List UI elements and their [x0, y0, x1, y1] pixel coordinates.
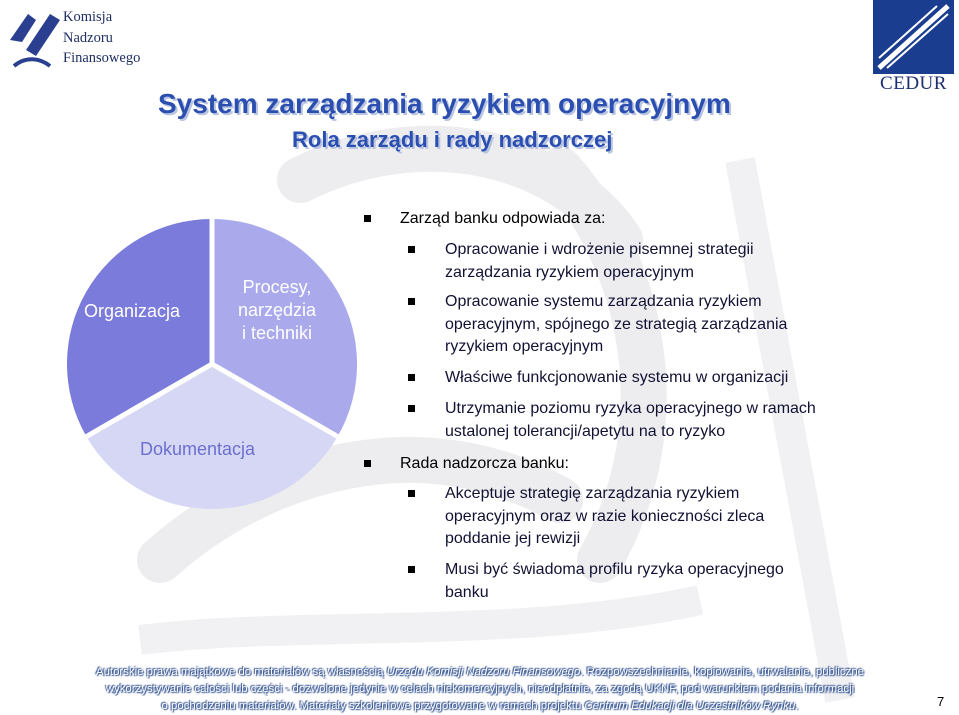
cedur-logo-text: CEDUR	[880, 73, 947, 94]
footer-line-3-b: Centrum Edukacji dla Uczestników Rynku	[584, 700, 796, 712]
footer-line-1-b: Urzędu Komisji Nadzoru Finansowego	[386, 666, 581, 678]
knf-line-2: Nadzoru	[63, 29, 113, 46]
supervisory-item-1-line-2: operacyjnym oraz w razie konieczności zleca	[445, 507, 765, 525]
board-item-1	[445, 239, 754, 284]
pie-label-procesy-line-3: i techniki	[241, 323, 313, 343]
sub-bullet-icon	[408, 566, 415, 573]
board-item-2-line-3: ryzykiem operacyjnym	[445, 338, 604, 355]
board-item-1-line-2: zarządzania ryzykiem operacyjnym	[445, 263, 694, 281]
board-item-4-line-2: ustalonej tolerancji/apetytu na to ryzyko	[445, 422, 726, 440]
footer-line-3-c: .	[795, 700, 799, 712]
board-heading: Zarząd banku odpowiada za:	[400, 210, 606, 227]
page-subtitle: Rola zarządu i rady nadzorczej	[292, 127, 613, 152]
footer-line-2: wykorzystywanie całości lub części - dozwolone jedynie w celach niekomercyjnych, nieodpłatnie, za zgodą UKNF, pod warunkiem podania informacji	[105, 683, 855, 695]
board-item-2	[445, 291, 787, 359]
board-item-3-line-1: Właściwe funkcjonowanie systemu w organizacji	[445, 369, 789, 386]
sub-bullet-icon	[408, 490, 415, 497]
supervisory-heading: Rada nadzorcza banku:	[400, 455, 569, 472]
knf-line-3: Finansowego	[63, 50, 141, 66]
board-item-4-line-1: Utrzymanie poziomu ryzyka operacyjnego w ramach	[445, 400, 816, 417]
sub-bullet-icon	[408, 298, 415, 305]
page-number: 7	[937, 694, 945, 709]
supervisory-item-1-line-3: poddanie jej rewizji	[445, 530, 581, 547]
footer-line-1-c: . Rozpowszechnianie, kopiowanie, utrwalanie, publiczne	[580, 666, 864, 678]
footer-line-1	[30, 664, 930, 681]
bullet-icon	[364, 460, 371, 467]
board-item-1-line-1: Opracowanie i wdrożenie pisemnej strategii	[445, 241, 754, 258]
footer-line-3	[30, 698, 930, 715]
bullet-icon	[364, 215, 371, 222]
page-title: System zarządzania ryzykiem operacyjnym	[158, 88, 731, 119]
sub-bullet-icon	[408, 374, 415, 381]
board-item-3	[445, 367, 788, 390]
pie-label-procesy-line-1: Procesy,	[242, 277, 312, 297]
supervisory-item-2	[445, 559, 784, 604]
sub-bullet-icon	[408, 246, 415, 253]
supervisory-item-2-line-2: banku	[445, 583, 489, 601]
pie-label-organizacja: Organizacja	[84, 301, 181, 321]
supervisory-item-1	[445, 483, 764, 551]
footer-line-1-a: Autorskie prawa majątkowe do materiałów są własnością	[96, 666, 387, 678]
sub-bullet-icon	[408, 405, 415, 412]
board-item-2-line-1: Opracowanie systemu zarządzania ryzykiem	[445, 293, 762, 310]
footer-line-3-a: o pochodzeniu materiałów. Materiały szkoleniowe przygotowane w ramach projektu	[161, 700, 585, 712]
pie-label-dokumentacja: Dokumentacja	[140, 439, 256, 459]
copyright-footer	[30, 664, 930, 715]
board-item-2-line-2: operacyjnym, spójnego ze strategią zarządzania	[445, 315, 788, 333]
knf-line-1: Komisja	[63, 9, 113, 25]
supervisory-item-2-line-1: Musi być świadoma profilu ryzyka operacyjnego	[445, 561, 784, 578]
pie-label-procesy-line-2: narzędzia	[237, 300, 317, 320]
board-item-4	[445, 398, 816, 443]
supervisory-item-1-line-1: Akceptuje strategię zarządzania ryzykiem	[445, 485, 740, 502]
